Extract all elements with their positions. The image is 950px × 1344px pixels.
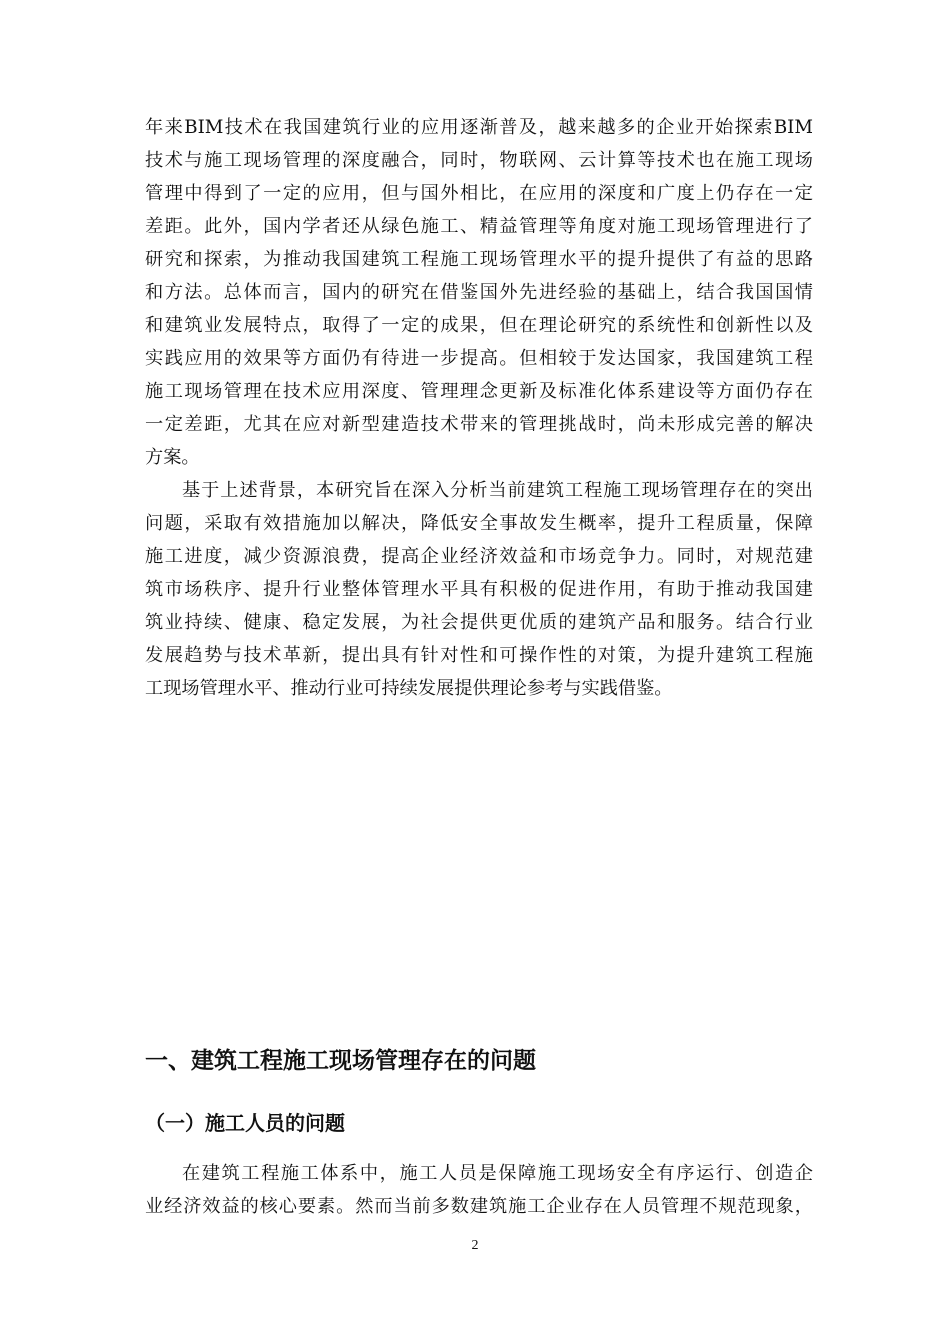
text-line: 在建筑工程施工体系中，施工人员是保障施工现场安全有序运行、创造企 bbox=[182, 1163, 813, 1184]
text-line: 问题，采取有效措施加以解决，降低安全事故发生概率，提升工程质量，保障 bbox=[145, 513, 813, 534]
text-line: 实践应用的效果等方面仍有待进一步提高。但相较于发达国家，我国建筑工程 bbox=[145, 348, 813, 369]
text-line: 技术与施工现场管理的深度融合，同时，物联网、云计算等技术也在施工现场 bbox=[145, 150, 813, 171]
subsection-heading: （一）施工人员的问题 bbox=[145, 1111, 345, 1135]
text-line: 业经济效益的核心要素。然而当前多数建筑施工企业存在人员管理不规范现象， bbox=[145, 1196, 813, 1217]
paragraph-construction-personnel bbox=[145, 1157, 813, 1223]
text-line: 施工进度，减少资源浪费，提高企业经济效益和市场竞争力。同时，对规范建 bbox=[145, 546, 813, 567]
text-line: 基于上述背景，本研究旨在深入分析当前建筑工程施工现场管理存在的突出 bbox=[182, 480, 813, 501]
section-heading: 一、建筑工程施工现场管理存在的问题 bbox=[145, 1048, 536, 1074]
text-line: 工现场管理水平、推动行业可持续发展提供理论参考与实践借鉴。 bbox=[145, 678, 673, 699]
text-line: 筑业持续、健康、稳定发展，为社会提供更优质的建筑产品和服务。结合行业 bbox=[145, 612, 813, 633]
text-line: 和建筑业发展特点，取得了一定的成果，但在理论研究的系统性和创新性以及 bbox=[145, 315, 813, 336]
text-line: 方案。 bbox=[145, 447, 200, 468]
text-line: 筑市场秩序、提升行业整体管理水平具有积极的促进作用，有助于推动我国建 bbox=[145, 579, 813, 600]
paragraph-research-purpose bbox=[145, 474, 813, 705]
text-line: 和方法。总体而言，国内的研究在借鉴国外先进经验的基础上，结合我国国情 bbox=[145, 282, 813, 303]
text-line: 管理中得到了一定的应用，但与国外相比，在应用的深度和广度上仍存在一定 bbox=[145, 183, 813, 204]
paragraph-bim-research bbox=[145, 111, 813, 474]
text-line: 差距。此外，国内学者还从绿色施工、精益管理等角度对施工现场管理进行了 bbox=[145, 216, 813, 237]
page-number: 2 bbox=[471, 1238, 479, 1253]
text-line: 一定差距，尤其在应对新型建造技术带来的管理挑战时，尚未形成完善的解决 bbox=[145, 414, 813, 435]
text-line: 发展趋势与技术革新，提出具有针对性和可操作性的对策，为提升建筑工程施 bbox=[145, 645, 813, 666]
text-line: 年来BIM技术在我国建筑行业的应用逐渐普及，越来越多的企业开始探索BIM bbox=[145, 117, 813, 138]
text-line: 研究和探索，为推动我国建筑工程施工现场管理水平的提升提供了有益的思路 bbox=[145, 249, 813, 270]
text-line: 施工现场管理在技术应用深度、管理理念更新及标准化体系建设等方面仍存在 bbox=[145, 381, 813, 402]
